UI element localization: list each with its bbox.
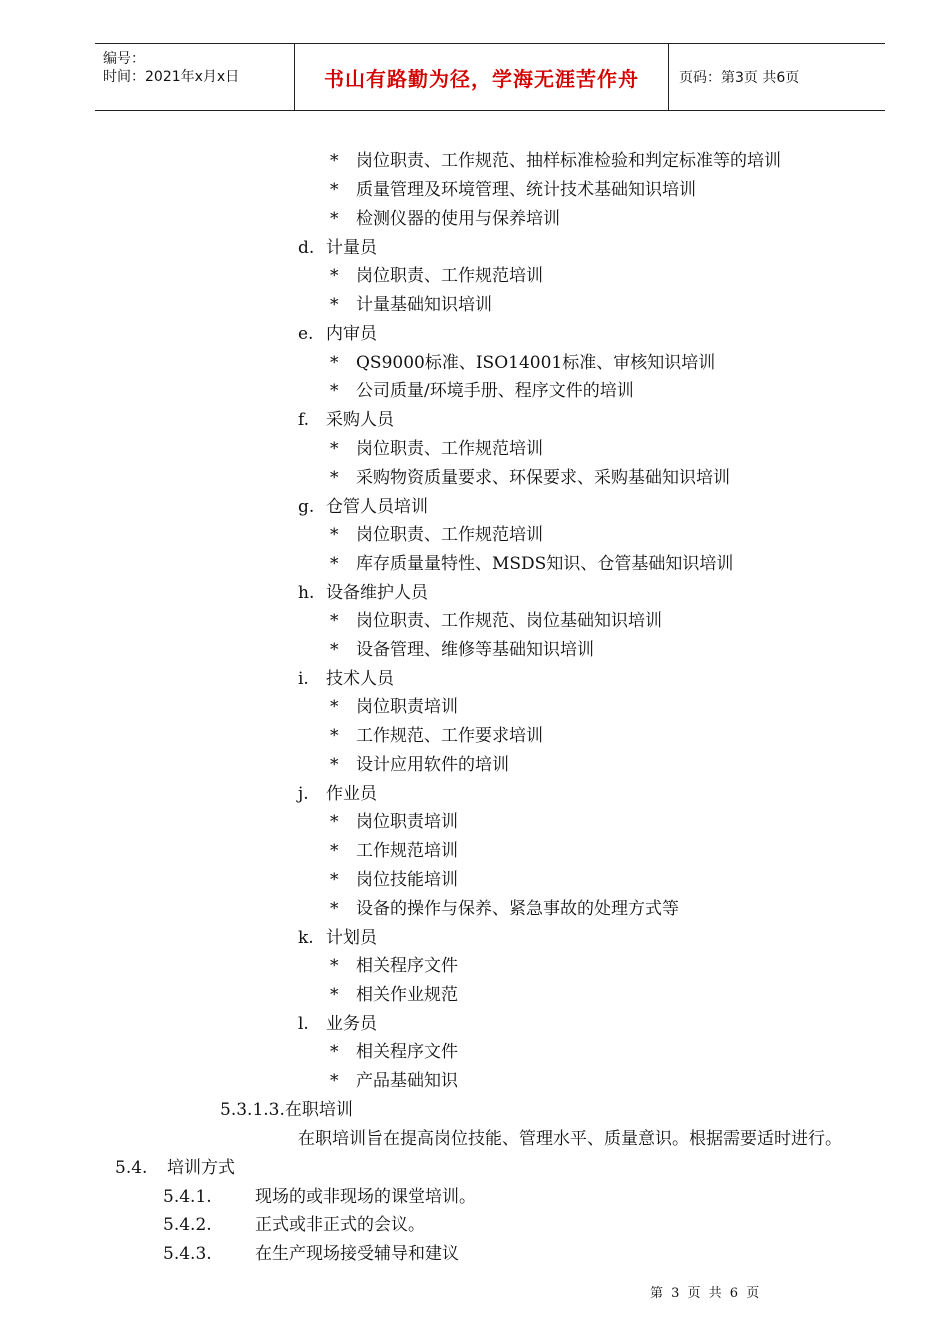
bullet-item: * 岗位职责、工作规范培训 — [330, 525, 543, 545]
star-icon: * — [330, 439, 339, 459]
bullet-item: * 计量基础知识培训 — [330, 295, 492, 315]
bullet-item: * 库存质量量特性、MSDS知识、仓管基础知识培训 — [330, 554, 734, 574]
bullet-item: * 工作规范、工作要求培训 — [330, 726, 543, 746]
star-icon: * — [330, 726, 339, 746]
bullet-item: * 岗位职责培训 — [330, 697, 458, 717]
header-number-label: 编号： — [103, 51, 145, 67]
page-header — [95, 43, 885, 111]
section-5313-paragraph: 在职培训旨在提高岗位技能、管理水平、质量意识。根据需要适时进行。 — [298, 1129, 842, 1149]
section-542: 5.4.2. 正式或非正式的会议。 — [163, 1215, 425, 1235]
header-page-label: 页码：第3页 共6页 — [679, 70, 800, 86]
star-icon: * — [330, 755, 339, 775]
bullet-item: * 岗位职责培训 — [330, 812, 458, 832]
star-icon: * — [330, 841, 339, 861]
bullet-item: * 公司质量/环境手册、程序文件的培训 — [330, 381, 634, 401]
bullet-item: * 设备管理、维修等基础知识培训 — [330, 640, 594, 660]
bullet-item: * 工作规范培训 — [330, 841, 458, 861]
role-heading-j: j. 作业员 — [298, 784, 377, 804]
bullet-item: * 岗位职责、工作规范、岗位基础知识培训 — [330, 611, 662, 631]
role-heading-i: i. 技术人员 — [298, 669, 394, 689]
bullet-item: * 岗位职责、工作规范培训 — [330, 439, 543, 459]
star-icon: * — [330, 899, 339, 919]
bullet-item: * 质量管理及环境管理、统计技术基础知识培训 — [330, 180, 696, 200]
star-icon: * — [330, 611, 339, 631]
page-footer: 第 3 页 共 6 页 — [650, 1286, 760, 1301]
bullet-item: * 产品基础知识 — [330, 1071, 458, 1091]
bullet-item: * 岗位技能培训 — [330, 870, 458, 890]
bullet-item: * 相关作业规范 — [330, 985, 458, 1005]
star-icon: * — [330, 209, 339, 229]
star-icon: * — [330, 353, 339, 373]
header-time-label: 时间：2021年x月x日 — [103, 69, 240, 85]
bullet-item: * 检测仪器的使用与保养培训 — [330, 209, 560, 229]
section-5313-heading: 5.3.1.3.在职培训 — [220, 1100, 353, 1120]
role-heading-h: h. 设备维护人员 — [298, 583, 428, 603]
bullet-item: * 相关程序文件 — [330, 956, 458, 976]
star-icon: * — [330, 1071, 339, 1091]
bullet-item: * 设计应用软件的培训 — [330, 755, 509, 775]
star-icon: * — [330, 525, 339, 545]
star-icon: * — [330, 812, 339, 832]
star-icon: * — [330, 151, 339, 171]
header-meta-cell — [95, 44, 295, 110]
star-icon: * — [330, 180, 339, 200]
role-heading-e: e. 内审员 — [298, 324, 377, 344]
role-heading-k: k. 计划员 — [298, 928, 377, 948]
bullet-item: * 采购物资质量要求、环保要求、采购基础知识培训 — [330, 468, 730, 488]
section-543: 5.4.3. 在生产现场接受辅导和建议 — [163, 1244, 459, 1264]
star-icon: * — [330, 870, 339, 890]
bullet-item: * 岗位职责、工作规范、抽样标准检验和判定标准等的培训 — [330, 151, 781, 171]
role-heading-f: f. 采购人员 — [298, 410, 394, 430]
role-heading-d: d. 计量员 — [298, 238, 377, 258]
bullet-item: * 岗位职责、工作规范培训 — [330, 266, 543, 286]
section-54-heading: 5.4. 培训方式 — [115, 1158, 235, 1178]
star-icon: * — [330, 468, 339, 488]
role-heading-g: g. 仓管人员培训 — [298, 497, 428, 517]
star-icon: * — [330, 640, 339, 660]
header-motto: 书山有路勤为径，学海无涯苦作舟 — [295, 44, 669, 110]
star-icon: * — [330, 956, 339, 976]
star-icon: * — [330, 266, 339, 286]
star-icon: * — [330, 554, 339, 574]
section-541: 5.4.1. 现场的或非现场的课堂培训。 — [163, 1187, 476, 1207]
star-icon: * — [330, 381, 339, 401]
bullet-item: * 相关程序文件 — [330, 1042, 458, 1062]
star-icon: * — [330, 697, 339, 717]
bullet-item: * QS9000标准、ISO14001标准、审核知识培训 — [330, 353, 716, 373]
role-heading-l: l. 业务员 — [298, 1014, 377, 1034]
star-icon: * — [330, 1042, 339, 1062]
star-icon: * — [330, 295, 339, 315]
bullet-item: * 设备的操作与保养、紧急事故的处理方式等 — [330, 899, 679, 919]
star-icon: * — [330, 985, 339, 1005]
